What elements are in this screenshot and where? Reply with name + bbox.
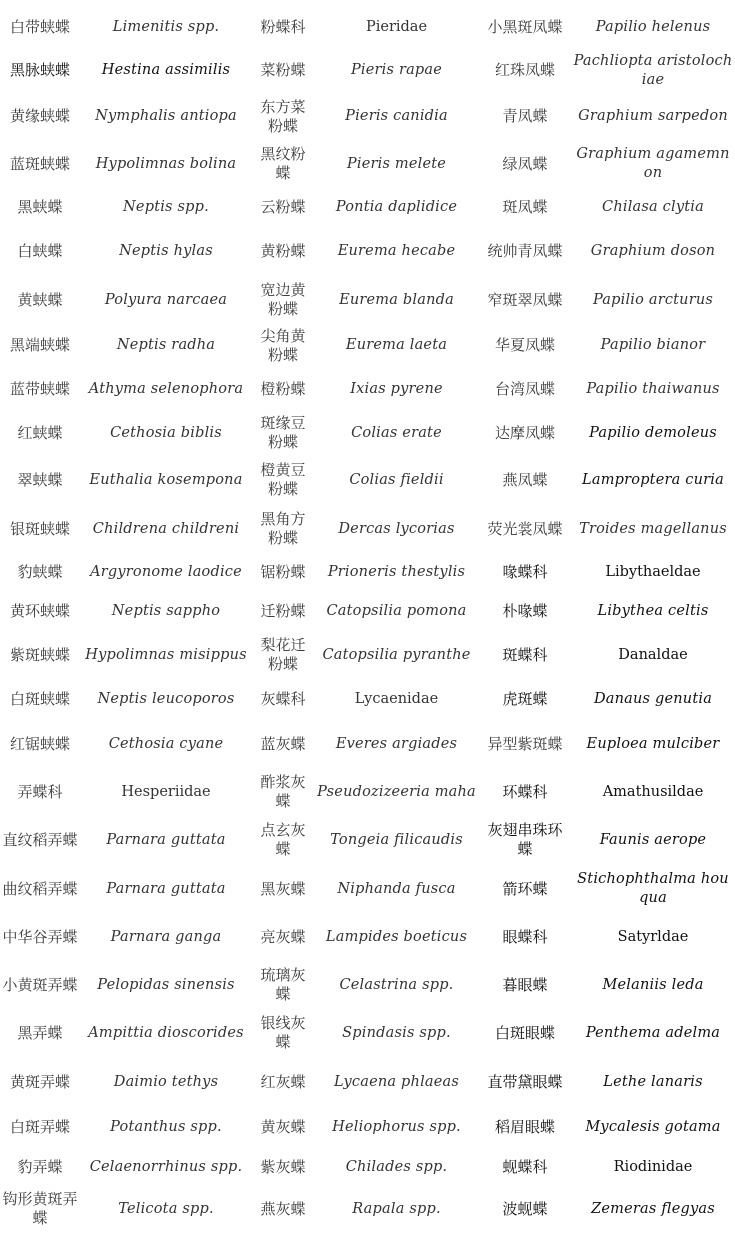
cn-name-col5: 喙蝶科 <box>502 562 548 581</box>
latin-name-col2: Neptis hylas <box>119 242 213 259</box>
latin-name-col4: Spindasis spp. <box>342 1024 451 1041</box>
cn-name-col1: 黑蛱蝶 <box>17 197 63 216</box>
table-row <box>0 1107 735 1147</box>
latin-name-col6: Papilio demoleus <box>589 424 717 441</box>
cn-name-col3: 菜粉蝶 <box>260 61 306 79</box>
cn-name-col5: 蚬蝶科 <box>502 1157 548 1176</box>
cn-name-col3: 宽边黄粉蝶 <box>260 281 306 318</box>
table-row <box>0 1187 735 1231</box>
cn-name-col1: 中华谷弄蝶 <box>2 927 78 946</box>
cn-name-col5: 窄斑翠凤蝶 <box>487 290 563 309</box>
latin-name-col4: Pieris rapae <box>350 62 443 78</box>
cn-name-col3: 蓝灰蝶 <box>260 734 306 753</box>
cn-name-col3: 橙黄豆粉蝶 <box>260 461 306 498</box>
latin-name-col6: Melaniis leda <box>602 976 704 993</box>
table-row <box>0 48 735 93</box>
cn-name-col5: 暮眼蝶 <box>502 975 548 994</box>
cn-name-col3: 云粉蝶 <box>260 197 306 216</box>
table-row <box>0 1009 735 1057</box>
cn-name-col5: 红珠凤蝶 <box>494 61 555 79</box>
latin-name-col4: Catopsilia pomona <box>326 602 467 619</box>
latin-name-col4: Dercas lycorias <box>338 520 455 537</box>
latin-name-col2: Neptis radha <box>116 337 216 353</box>
cn-name-col5: 异型紫斑蝶 <box>487 734 563 753</box>
cn-name-col3: 东方菜粉蝶 <box>260 97 306 135</box>
latin-name-col2: Cethosia biblis <box>110 424 222 441</box>
cn-name-col1: 豹弄蝶 <box>17 1157 63 1176</box>
latin-name-col6: Lamproptera curia <box>582 471 724 488</box>
latin-name-col4: Niphanda fusca <box>337 880 456 897</box>
table-row <box>0 276 735 324</box>
table-row <box>0 6 735 48</box>
latin-name-col6: Stichophthalma houqua <box>577 871 729 906</box>
latin-name-col4: Pontia daplidice <box>335 198 458 215</box>
cn-name-col1: 黄斑弄蝶 <box>9 1072 70 1091</box>
cn-name-col3: 灰蝶科 <box>260 689 306 708</box>
cn-name-col3: 黑纹粉蝶 <box>260 145 306 182</box>
latin-name-col4: Chilades spp. <box>345 1158 448 1175</box>
table-row <box>0 865 735 913</box>
cn-name-col3: 琉璃灰蝶 <box>260 966 306 1003</box>
cn-name-col1: 钩形黄斑弄蝶 <box>2 1190 78 1227</box>
latin-name-col6: Satyrldae <box>617 928 689 945</box>
cn-name-col5: 朴喙蝶 <box>502 601 548 620</box>
latin-name-col6: Euploea mulciber <box>586 735 720 752</box>
table-row <box>0 505 735 553</box>
cn-name-col3: 酢浆灰蝶 <box>260 773 306 810</box>
latin-name-col4: Pseudozizeeria maha <box>317 783 476 800</box>
latin-name-col4: Pieridae <box>365 18 428 35</box>
table-row <box>0 719 735 769</box>
latin-name-col6: Danaldae <box>618 646 688 663</box>
latin-name-col2: Hypolimnas misippus <box>85 646 247 663</box>
species-table <box>0 6 735 1231</box>
cn-name-col3: 红灰蝶 <box>260 1072 306 1091</box>
cn-name-col5: 斑凤蝶 <box>502 197 548 216</box>
cn-name-col1: 红锯蛱蝶 <box>9 734 70 753</box>
cn-name-col1: 白斑蛱蝶 <box>9 689 70 708</box>
cn-name-col3: 斑缘豆粉蝶 <box>260 414 306 451</box>
cn-name-col1: 黄蛱蝶 <box>17 290 63 309</box>
cn-name-col1: 弄蝶科 <box>17 782 63 801</box>
latin-name-col6: Riodinidae <box>613 1158 693 1175</box>
cn-name-col3: 紫灰蝶 <box>260 1157 306 1176</box>
cn-name-col1: 白斑弄蝶 <box>9 1117 70 1136</box>
latin-name-col6: Papilio helenus <box>595 18 711 35</box>
table-row <box>0 324 735 367</box>
cn-name-col1: 黄缘蛱蝶 <box>9 107 70 125</box>
species-table-body <box>0 6 735 1231</box>
latin-name-col6: Papilio bianor <box>600 337 706 353</box>
latin-name-col2: Hestina assimilis <box>101 62 231 78</box>
cn-name-col3: 银线灰蝶 <box>260 1014 306 1051</box>
table-row <box>0 913 735 961</box>
latin-name-col6: Pachliopta aristolochiae <box>573 52 733 88</box>
latin-name-col4: Eurema hecabe <box>337 242 456 259</box>
latin-name-col4: Eurema laeta <box>345 337 448 353</box>
table-row <box>0 411 735 455</box>
latin-name-col2: Hypolimnas bolina <box>95 155 237 172</box>
cn-name-col1: 紫斑蛱蝶 <box>9 645 70 664</box>
latin-name-col6: Papilio arcturus <box>592 291 714 308</box>
latin-name-col2: Childrena childreni <box>92 520 240 537</box>
latin-name-col6: Papilio thaiwanus <box>586 380 720 397</box>
cn-name-col5: 荧光裳凤蝶 <box>487 519 563 538</box>
latin-name-col2: Limenitis spp. <box>112 18 220 35</box>
cn-name-col1: 小黄斑弄蝶 <box>2 975 78 994</box>
latin-name-col2: Parnara ganga <box>110 928 222 945</box>
cn-name-col5: 斑蝶科 <box>502 645 548 664</box>
latin-name-col4: Celastrina spp. <box>339 976 454 993</box>
table-row <box>0 769 735 815</box>
latin-name-col2: Neptis spp. <box>123 198 209 215</box>
cn-name-col1: 黄环蛱蝶 <box>9 601 70 620</box>
cn-name-col1: 银斑蛱蝶 <box>9 519 70 538</box>
cn-name-col5: 华夏凤蝶 <box>494 336 555 354</box>
latin-name-col6: Graphium sarpedon <box>578 108 728 124</box>
latin-name-col2: Neptis leucoporos <box>97 690 235 707</box>
cn-name-col5: 燕凤蝶 <box>502 470 548 489</box>
latin-name-col4: Pieris melete <box>346 155 447 172</box>
latin-name-col2: Pelopidas sinensis <box>97 976 235 993</box>
cn-name-col1: 白带蛱蝶 <box>9 17 70 36</box>
cn-name-col3: 点玄灰蝶 <box>260 821 306 858</box>
latin-name-col4: Colias erate <box>351 424 442 441</box>
table-row <box>0 1057 735 1107</box>
cn-name-col5: 绿凤蝶 <box>502 154 548 173</box>
latin-name-col2: Parnara guttata <box>106 880 226 897</box>
cn-name-col5: 箭环蝶 <box>502 879 548 898</box>
cn-name-col3: 燕灰蝶 <box>260 1199 306 1218</box>
cn-name-col1: 红蛱蝶 <box>17 423 63 442</box>
table-row <box>0 961 735 1009</box>
cn-name-col5: 台湾凤蝶 <box>494 379 555 398</box>
latin-name-col2: Telicota spp. <box>118 1200 214 1217</box>
latin-name-col6: Faunis aerope <box>599 831 707 848</box>
cn-name-col1: 豹蛱蝶 <box>17 562 63 581</box>
cn-name-col3: 黄灰蝶 <box>260 1117 306 1136</box>
cn-name-col5: 白斑眼蝶 <box>494 1023 555 1042</box>
cn-name-col1: 黑脉蛱蝶 <box>9 61 70 79</box>
cn-name-col3: 黄粉蝶 <box>260 241 306 260</box>
latin-name-col6: Mycalesis gotama <box>585 1118 721 1135</box>
latin-name-col6: Amathusildae <box>602 783 704 800</box>
cn-name-col3: 粉蝶科 <box>260 17 306 36</box>
cn-name-col1: 黑端蛱蝶 <box>9 336 70 354</box>
latin-name-col2: Nymphalis antiopa <box>95 108 237 124</box>
latin-name-col6: Libythaeldae <box>605 563 701 580</box>
table-row <box>0 188 735 226</box>
latin-name-col6: Danaus genutia <box>593 690 713 707</box>
latin-name-col4: Rapala spp. <box>352 1200 441 1217</box>
latin-name-col4: Ixias pyrene <box>350 380 443 397</box>
latin-name-col2: Cethosia cyane <box>108 735 224 752</box>
table-row <box>0 631 735 679</box>
latin-name-col6: Chilasa clytia <box>602 198 704 215</box>
cn-name-col1: 蓝带蛱蝶 <box>9 379 70 398</box>
latin-name-col2: Parnara guttata <box>106 831 226 848</box>
latin-name-col2: Neptis sappho <box>111 602 221 619</box>
table-row <box>0 815 735 865</box>
table-row <box>0 226 735 276</box>
table-row <box>0 591 735 631</box>
cn-name-col3: 迁粉蝶 <box>260 601 306 620</box>
cn-name-col1: 白蛱蝶 <box>17 241 63 260</box>
table-row <box>0 367 735 411</box>
cn-name-col5: 青凤蝶 <box>502 107 548 125</box>
latin-name-col2: Euthalia kosempona <box>89 471 243 488</box>
cn-name-col5: 直带黛眼蝶 <box>487 1072 563 1091</box>
cn-name-col5: 达摩凤蝶 <box>494 423 555 442</box>
latin-name-col4: Lampides boeticus <box>325 928 468 945</box>
latin-name-col4: Lycaenidae <box>354 690 439 707</box>
cn-name-col3: 橙粉蝶 <box>260 379 306 398</box>
latin-name-col4: Tongeia filicaudis <box>330 831 463 848</box>
cn-name-col5: 稻眉眼蝶 <box>494 1117 555 1136</box>
cn-name-col5: 统帅青凤蝶 <box>487 241 563 260</box>
latin-name-col2: Hesperiidae <box>121 783 211 800</box>
latin-name-col6: Troides magellanus <box>579 520 727 537</box>
cn-name-col5: 眼蝶科 <box>502 927 548 946</box>
table-row <box>0 1147 735 1187</box>
latin-name-col6: Graphium doson <box>590 242 716 259</box>
table-row <box>0 93 735 140</box>
cn-name-col3: 亮灰蝶 <box>260 927 306 946</box>
cn-name-col3: 锯粉蝶 <box>260 562 306 581</box>
latin-name-col2: Potanthus spp. <box>110 1118 222 1135</box>
table-row <box>0 679 735 719</box>
latin-name-col6: Penthema adelma <box>585 1024 721 1041</box>
cn-name-col1: 翠蛱蝶 <box>17 470 63 489</box>
table-row <box>0 553 735 591</box>
latin-name-col2: Argyronome laodice <box>90 563 242 580</box>
cn-name-col5: 虎斑蝶 <box>502 689 548 708</box>
cn-name-col3: 梨花迁粉蝶 <box>260 636 306 673</box>
latin-name-col4: Eurema blanda <box>339 291 454 308</box>
cn-name-col5: 波蚬蝶 <box>502 1199 548 1218</box>
cn-name-col3: 黑灰蝶 <box>260 879 306 898</box>
latin-name-col4: Colias fieldii <box>349 471 444 488</box>
cn-name-col3: 尖角黄粉蝶 <box>260 326 306 364</box>
latin-name-col6: Graphium agamemnon <box>576 146 730 181</box>
latin-name-col6: Libythea celtis <box>597 602 709 619</box>
latin-name-col4: Prioneris thestylis <box>327 563 466 580</box>
cn-name-col3: 黑角方粉蝶 <box>260 510 306 547</box>
latin-name-col4: Heliophorus spp. <box>332 1118 461 1135</box>
latin-name-col2: Ampittia dioscorides <box>88 1024 244 1041</box>
latin-name-col4: Everes argiades <box>335 735 458 752</box>
cn-name-col5: 小黑斑凤蝶 <box>487 17 563 36</box>
cn-name-col1: 曲纹稻弄蝶 <box>2 879 78 898</box>
latin-name-col4: Catopsilia pyranthe <box>322 646 471 663</box>
cn-name-col1: 黑弄蝶 <box>17 1023 63 1042</box>
latin-name-col4: Lycaena phlaeas <box>333 1073 460 1090</box>
latin-name-col2: Athyma selenophora <box>88 380 244 397</box>
latin-name-col2: Celaenorrhinus spp. <box>89 1158 243 1175</box>
cn-name-col5: 灰翅串珠环蝶 <box>487 821 563 858</box>
latin-name-col2: Polyura narcaea <box>104 291 228 308</box>
latin-name-col4: Pieris canidia <box>345 108 448 124</box>
cn-name-col1: 直纹稻弄蝶 <box>2 830 78 849</box>
latin-name-col6: Zemeras flegyas <box>591 1200 715 1217</box>
cn-name-col5: 环蝶科 <box>502 782 548 801</box>
table-row <box>0 140 735 188</box>
table-row <box>0 455 735 505</box>
latin-name-col6: Lethe lanaris <box>603 1073 703 1090</box>
latin-name-col2: Daimio tethys <box>113 1073 219 1090</box>
cn-name-col1: 蓝斑蛱蝶 <box>9 154 70 173</box>
